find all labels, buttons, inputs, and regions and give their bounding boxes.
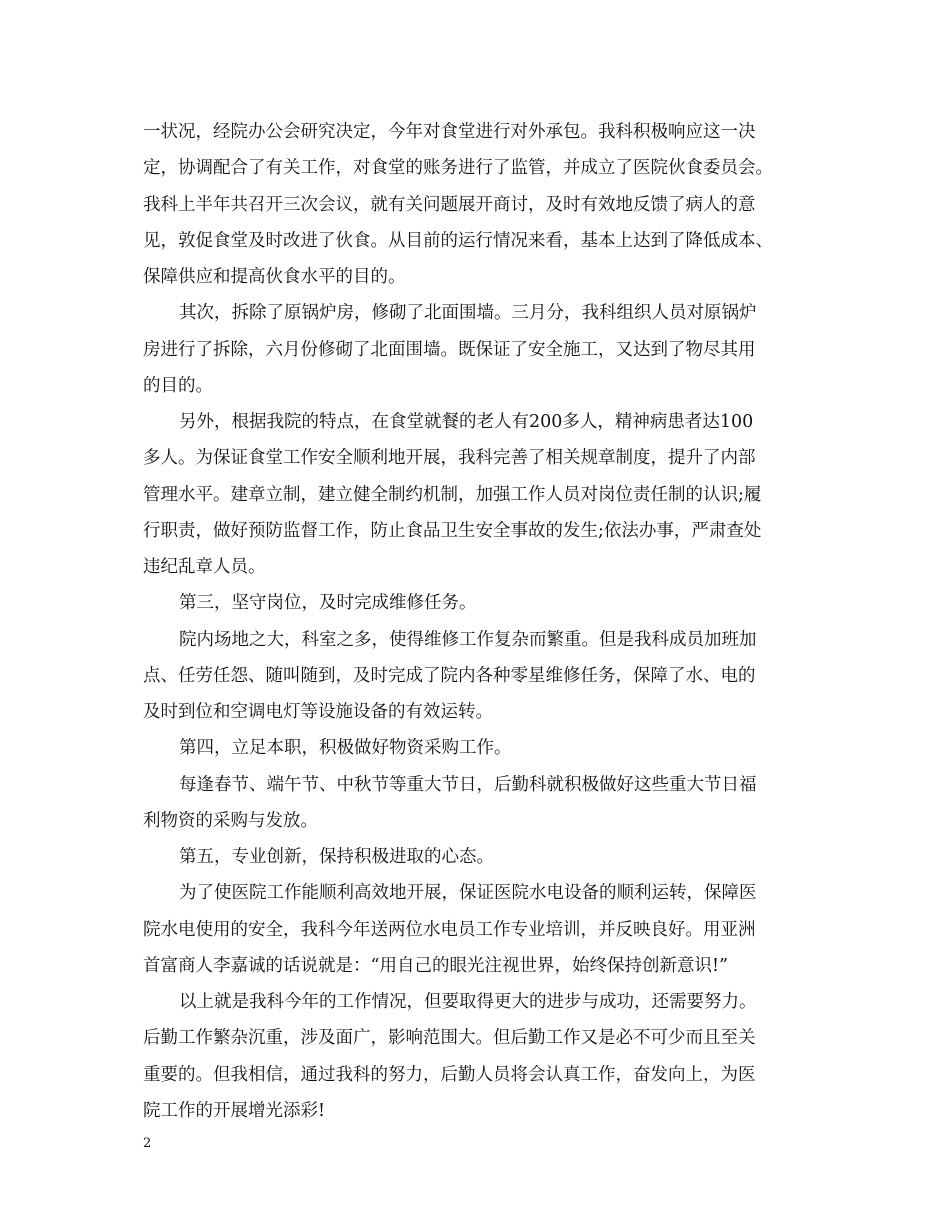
paragraph-start-line: 其次，拆除了原锅炉房，修砌了北面围墙。三月分，我科组织人员对原锅炉 <box>179 303 757 324</box>
text-line: 后勤工作繁杂沉重，涉及面广，影响范围大。但后勤工作又是必不可少而且至关 <box>143 1028 756 1049</box>
document-body <box>143 114 833 1129</box>
text-line: 保障供应和提高伙食水平的目的。 <box>143 267 406 287</box>
text-line: 见，敦促食堂及时改进了伙食。从目前的运行情况来看，基本上达到了降低成本、 <box>143 230 773 251</box>
text-line: 多人。为保证食堂工作安全顺利地开展，我科完善了相关规章制度，提升了内部 <box>143 448 756 469</box>
text-line: 行职责，做好预防监督工作，防止食品卫生安全事故的发生;依法办事，严肃查处 <box>143 520 762 541</box>
text-line: 违纪乱章人员。 <box>143 557 266 577</box>
text-line: 一状况，经院办公会研究决定，今年对食堂进行对外承包。我科积极响应这一决 <box>143 122 756 142</box>
paragraph-start-line: 以上就是我科今年的工作情况，但要取得更大的进步与成功，还需要努力。 <box>179 992 757 1012</box>
text-line: 管理水平。建章立制，建立健全制约机制，加强工作人员对岗位责任制的认识;履 <box>143 484 762 505</box>
section-heading-line: 第三，坚守岗位，及时完成维修任务。 <box>179 593 477 614</box>
paragraph-start-line: 院内场地之大，科室之多，使得维修工作复杂而繁重。但是我科成员加班加 <box>179 629 757 650</box>
page-number: 2 <box>143 1136 152 1151</box>
text-line: 及时到位和空调电灯等设施设备的有效运转。 <box>143 702 493 722</box>
section-heading-line: 第四，立足本职，积极做好物资采购工作。 <box>179 738 512 759</box>
section-heading-line: 第五，专业创新，保持积极进取的心态。 <box>179 847 494 867</box>
text-line: 点、任劳任怨、随叫随到，及时完成了院内各种零星维修任务，保障了水、电的 <box>143 665 756 686</box>
paragraph-start-line: 为了使医院工作能顺利高效地开展，保证医院水电设备的顺利运转，保障医 <box>179 883 757 904</box>
paragraph-start-line: 另外，根据我院的特点，在食堂就餐的老人有200多人，精神病患者达100 <box>179 412 754 432</box>
text-line: 重要的。但我相信，通过我科的努力，后勤人员将会认真工作，奋发向上，为医 <box>143 1064 756 1085</box>
paragraph-start-line: 每逢春节、端午节、中秋节等重大节日，后勤科就积极做好这些重大节日福 <box>179 774 757 795</box>
text-line: 利物资的采购与发放。 <box>143 810 318 831</box>
text-line: 我科上半年共召开三次会议，就有关问题展开商讨，及时有效地反馈了病人的意 <box>143 194 756 215</box>
text-line: 院水电使用的安全，我科今年送两位水电员工作专业培训，并反映良好。用亚洲 <box>143 919 756 940</box>
text-line: 首富商人李嘉诚的话说就是：“用自己的眼光注视世界，始终保持创新意识!” <box>143 955 728 976</box>
text-line: 定，协调配合了有关工作，对食堂的账务进行了监管，并成立了医院伙食委员会。 <box>143 158 773 179</box>
text-line: 的目的。 <box>143 375 213 396</box>
text-line: 院工作的开展增光添彩! <box>143 1100 326 1121</box>
text-line: 房进行了拆除，六月份修砌了北面围墙。既保证了安全施工，又达到了物尽其用 <box>143 339 756 360</box>
